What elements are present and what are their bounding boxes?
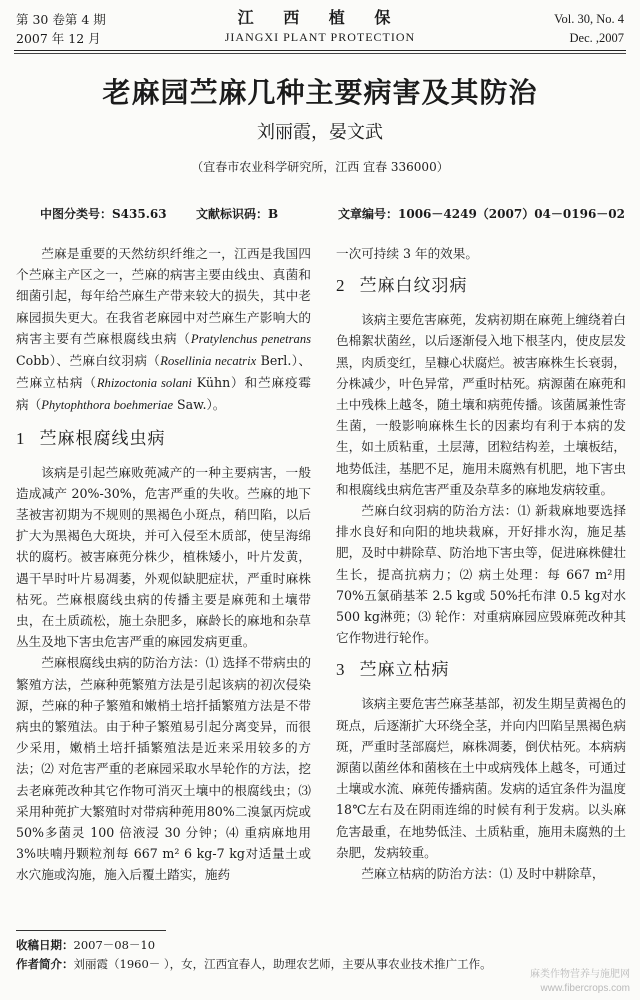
article-authors: 刘丽霞，晏文武: [257, 122, 383, 143]
section-3-paragraph-1: 该病主要危害苎麻茎基部，初发生期呈黄褐色的斑点，后逐渐扩大环绕全茎，并向内凹陷呈黑褐色病斑，严重时茎部腐烂，麻株凋萎，倒伏枯死。本病病源菌以菌丝体和菌核在土中或病残体上越冬，可通过土壤或水流、麻蔸传播病菌。发病的适宜条件为温度 18℃左右及在阴雨连绵的时候有利于发病。以头麻危害最重，在地势低洼、土质粘重，施用未腐熟的土杂肥，发病较重。: [336, 696, 626, 860]
latin-name: Pratylenchus penetrans: [190, 331, 312, 346]
volume-cn: 第 30 卷第 4 期: [16, 12, 106, 27]
article-number: 文章编号：1006－4249（2007）04－0196－02: [338, 207, 625, 221]
journal-name-cn: 江 西 植 保: [237, 8, 403, 27]
site-watermark: 麻类作物营养与施肥网 www.fibercrops.com: [530, 969, 630, 994]
journal-name-en: JIANGXI PLANT PROTECTION: [224, 30, 416, 44]
section-2-paragraph-1: 该病主要危害麻蔸，发病初期在麻蔸上缠绕着白色棉絮状菌丝，以后逐渐侵入地下根茎内，使皮层发黑，肉质变红，呈糠心状腐烂。被害麻株生长衰弱，分株减少，叶色异常，严重时枯死。病源菌在麻蔸和土中残株上越冬，随土壤和病蔸传播。该菌属兼性寄生菌，一般影响麻株生长的因素均有利于本病的发生，如土质粘重，土层薄，团粒结构差，土壤板结，地势低洼，基肥不足，施用未腐熟有机肥，地下害虫和根腐线虫病危害严重及杂草多的麻地发病较重。: [336, 312, 626, 497]
journal-header: [0, 0, 640, 52]
section-heading-2: 2 苎麻白纹羽病: [336, 276, 468, 297]
section-heading-1: 1 苎麻根腐线虫病: [16, 428, 166, 449]
volume-en: Vol. 30, No. 4: [554, 12, 624, 26]
author-affiliation: （宜春市农业科学研究所，江西 宜春 336000）: [191, 160, 449, 174]
author-bio: 作者简介：刘丽霞（1960－ ），女，江西宜春人，助理农艺师，主要从事农业技术推广工作。: [16, 957, 492, 971]
latin-name: Rosellinia necatrix: [160, 354, 257, 369]
section-3-paragraph-2: 苎麻立枯病的防治方法：⑴ 及时中耕除草，: [361, 866, 605, 882]
clc-number: 中图分类号：S435.63: [40, 207, 167, 221]
date-cn: 2007 年 12 月: [16, 31, 101, 46]
intro-paragraph: 苎麻是重要的天然纺织纤维之一，江西是我国四个苎麻主产区之一，苎麻的病害主要由线虫、真菌和细菌引起，每年给苎麻生产带来较大的损失，其中老麻园损失更大。在我省老麻园中对苎麻生产影响大的病害主要有苎麻根腐线虫病（Pratylenchus penetrans Cobb）、苎麻白纹羽病（Rosellinia necatrix Berl.）、苎麻立枯病（Rhizoctonia solani Kühn）和苎麻疫霉病（Phytophthora boehmeriae Saw.）。: [16, 246, 312, 413]
section-1-paragraph-1: 该病是引起苎麻败蔸减产的一种主要病害，一般造成减产 20%-30%，危害严重的失收。苎麻的地下茎被害初期为不规则的黑褐色小斑点，稍凹陷，以后扩大为黑褐色大斑块，并可入侵至木质部，使呈海绵状的腐朽。被害麻蔸分株少，植株矮小，叶片发黄，遇干旱时叶片易凋萎，外观似缺肥症状，严重时麻株枯死。苎麻根腐线虫病的传播主要是麻蔸和土壤带虫，在土质疏松，施土杂肥多，麻龄长的麻地和杂草丛生及地下害虫危害严重的麻园发病更重。: [16, 464, 311, 650]
header-right: [554, 10, 624, 48]
footnote-rule: [16, 930, 166, 931]
received-date: 收稿日期：2007－08－10: [16, 938, 156, 952]
article-title: 老麻园苎麻几种主要病害及其防治: [102, 76, 538, 109]
section-heading-3: 3 苎麻立枯病: [336, 660, 450, 681]
continued-paragraph: 一次可持续 3 年的效果。: [336, 246, 478, 261]
section-2-paragraph-2: 苎麻白纹羽病的防治方法：⑴ 新栽麻地要选择排水良好和向阳的地块栽麻，开好排水沟，施足基肥，及时中耕除草、防治地下害虫等，促进麻株健壮生长，提高抗病力；⑵ 病土处理：每 667 m²用 70%五氯硝基苯 2.5 kg或 50%托布津 0.5 kg对水 500 kg淋蔸；⑶ 轮作：对重病麻园应毁麻蔸改种其它作物进行轮作。: [336, 503, 626, 646]
latin-name: Phytophthora boehmeriae: [41, 398, 174, 413]
date-en: Dec. ,2007: [569, 31, 624, 45]
document-code: 文献标识码：B: [196, 207, 279, 221]
latin-name: Rhizoctonia solani: [96, 376, 192, 391]
header-rule-thin: [14, 53, 626, 54]
left-column: [16, 243, 311, 886]
section-1-paragraph-2: 苎麻根腐线虫病的防治方法：⑴ 选择不带病虫的繁殖方法，苎麻种蔸繁殖方法是引起该病的初次侵染源，苎麻的种子繁殖和嫩梢土培扦插繁殖方法是不带病虫的繁殖法。由于种子繁殖易引起分离变异，而很少采用，嫩梢土培扦插繁殖法是近来采用较多的方法；⑵ 对危害严重的老麻园采取水旱轮作的方法，挖去老麻蔸改种其它作物可消灭土壤中的根腐线虫；⑶ 采用种蔸扩大繁殖时对带病种蔸用80%二溴氯丙烷或 50%多菌灵 100 倍液浸 30 分钟；⑷ 重病麻地用 3%呋喃丹颗粒剂每 667 m² 6 kg-7 kg对适量土或水穴施或沟施，施入后覆土踏实，施药: [16, 655, 311, 883]
right-column: [336, 243, 626, 884]
header-left: [16, 10, 106, 48]
header-rule: [14, 50, 626, 51]
header-center: [200, 8, 440, 46]
